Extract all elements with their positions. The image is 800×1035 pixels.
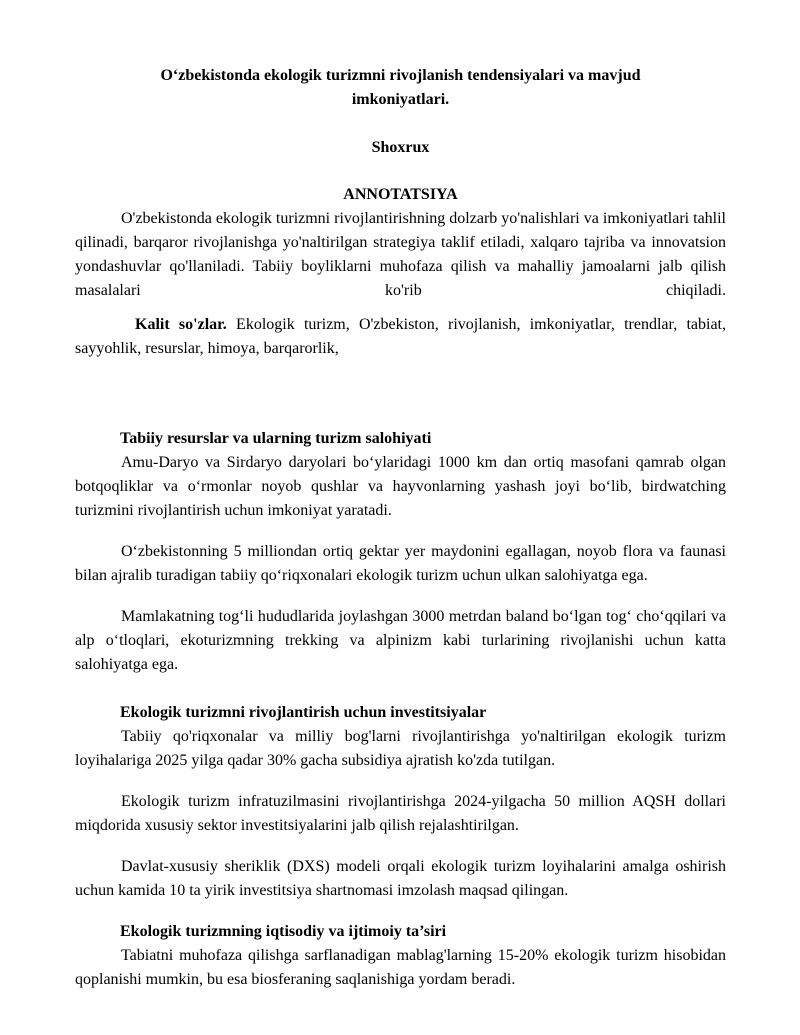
section-paragraph: O‘zbekistonning 5 milliondan ortiq gektar yer maydonini egallagan, noyob flora va faunasi bilan ajralib turadigan tabiiy qo‘riqxonalari ekologik turizm uchun ulkan salohiyatga ega. [75,543,726,584]
document-title: O‘zbekistonda ekologik turizmni rivojlanish tendensiyalari va mavjud imkoniyatlari. [160,67,641,108]
section-paragraph: Tabiiy qo'riqxonalar va milliy bog'larni rivojlantirishga yo'naltirilgan ekologik turizm loyihalariga 2025 yilga qadar 30% gacha subsidiya ajratish ko'zda tutilgan. [75,728,726,769]
document-page [75,64,726,992]
section-paragraph: Davlat-xususiy sheriklik (DXS) modeli orqali ekologik turizm loyihalarini amalga oshirish uchun kamida 10 ta yirik investitsiya shartnomasi imzolash maqsad qilingan. [75,858,726,899]
section-paragraph: Amu-Daryo va Sirdaryo daryolari bo‘ylaridagi 1000 km dan ortiq masofani qamrab olgan botqoqliklar va o‘rmonlar noyob qushlar va hayvonlarning yashash joyi bo‘lib, birdwatching turizmini rivojlantirish uchun imkoniyat yaratadi. [75,454,726,519]
section-heading-investments: Ekologik turizmni rivojlantirish uchun investitsiyalar [120,704,487,721]
section-heading-resources: Tabiiy resurslar va ularning turizm salohiyati [120,430,432,447]
keywords-label: Kalit so'zlar. [135,316,227,333]
keywords-paragraph [75,313,726,361]
author-name: Shoxrux [371,139,430,156]
section-heading-impact: Ekologik turizmning iqtisodiy va ijtimoiy ta’siri [120,923,447,940]
section-paragraph: Tabiatni muhofaza qilishga sarflanadigan mablag'larning 15-20% ekologik turizm hisobidan qoplanishi mumkin, bu esa biosferaning saqlanishiga yordam beradi. [75,947,726,988]
section-paragraph: Ekologik turizm infratuzilmasini rivojlantirishga 2024-yilgacha 50 million AQSH dollari miqdorida xususiy sektor investitsiyalarini jalb qilish rejalashtirilgan. [75,793,726,834]
section-paragraph: Mamlakatning tog‘li hududlarida joylashgan 3000 metrdan baland bo‘lgan tog‘ cho‘qqilari va alp o‘tloqlari, ekoturizmning trekking va alpinizm kabi turlarining rivojlanishi uchun katta salohiyatga ega. [75,608,726,673]
keywords-text: Ekologik turizm, O'zbekiston, rivojlanish, imkoniyatlar, trendlar, tabiat, sayyohlik, resurslar, himoya, barqarorlik, [75,316,727,357]
annotation-text: O'zbekistonda ekologik turizmni rivojlantirishning dolzarb yo'nalishlari va imkoniyatlari tahlil qilinadi, barqaror rivojlanishga yo'naltirilgan strategiya taklif etiladi, xalqaro tajriba va innovatsion yondashuvlar qo'llaniladi. Tabiiy boyliklarni muhofaza qilish va mahalliy jamoalarni jalb qilish masalalari ko'rib chiqiladi. [75,210,726,299]
annotation-heading: ANNOTATSIYA [343,186,458,203]
